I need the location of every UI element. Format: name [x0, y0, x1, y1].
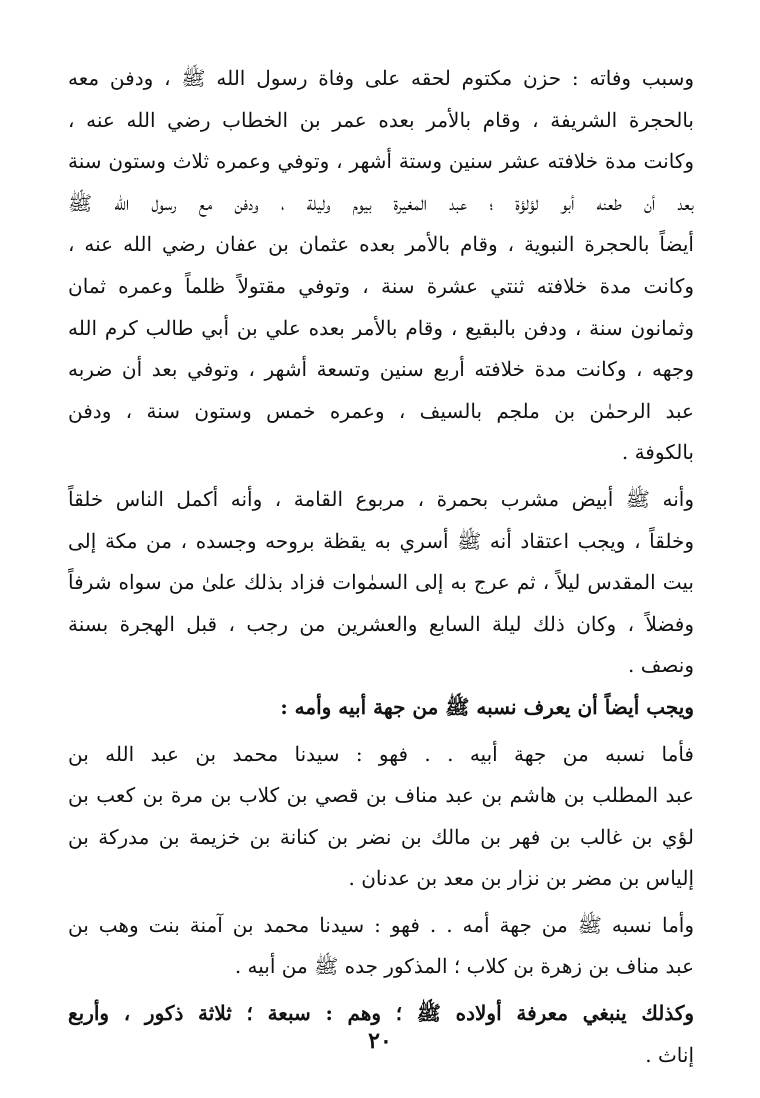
text-line: لؤي بن غالب بن فهر بن مالك بن نضر بن كنانة بن خزيمة بن مدركة بن — [68, 824, 694, 849]
text-line: بالحجرة الشريفة ، وقام بالأمر بعده عمر بن الخطاب رضي الله عنه ، — [68, 107, 694, 132]
text-line: ونصف . — [628, 653, 694, 678]
text-line: وجهه ، وكانت مدة خلافته أربع سنين وتسعة أشهر ، وتوفي بعد أن ضربه — [68, 357, 694, 382]
text-line: إلياس بن مضر بن نزار بن معد بن عدنان . — [348, 866, 694, 891]
text-line: عبد المطلب بن هاشم بن عبد مناف بن قصي بن كلاب بن مرة بن كعب بن — [68, 783, 694, 808]
text-line: وسبب وفاته : حزن مكتوم لحقه على وفاة رسول الله ﷺ ، ودفن معه — [68, 66, 694, 90]
text-line: بيت المقدس ليلاً ، ثم عرج به إلى السمٰوات فزاد بذلك علىٰ من سواه شرفاً — [68, 570, 694, 595]
text-line: وثمانون سنة ، ودفن بالبقيع ، وقام بالأمر بعده علي بن أبي طالب كرم الله — [68, 315, 694, 340]
page-number: ٢٠ — [368, 1028, 392, 1054]
text-line: عبد الرحمٰن بن ملجم بالسيف ، وعمره خمس وستون سنة ، ودفن — [68, 398, 694, 423]
text-line: فأما نسبه من جهة أبيه . . فهو : سيدنا محمد بن عبد الله بن — [68, 741, 694, 766]
paragraph-maternal-lineage — [68, 905, 694, 988]
page-body-text — [68, 58, 694, 1076]
text-line: أيضاً بالحجرة النبوية ، وقام بالأمر بعده عثمان بن عفان رضي الله عنه ، — [68, 232, 694, 257]
paragraph-succession — [68, 58, 694, 474]
text-line: وكذلك ينبغي معرفة أولاده ﷺ ؛ وهم : سبعة ؛ ثلاثة ذكور ، وأربع — [68, 1001, 694, 1026]
text-line: عبد مناف بن زهرة بن كلاب ؛ المذكور جده ﷺ من أبيه . — [234, 954, 694, 979]
text-line: وفضلاً ، وكان ذلك ليلة السابع والعشرين من رجب ، قبل الهجرة بسنة — [68, 611, 694, 636]
text-line: بعد أن طعنه أبو لؤلؤة ؛ عبد المغيرة بيوم وليلة ، ودفن مع رسول الله ﷺ — [68, 190, 694, 215]
paragraph-paternal-lineage — [68, 734, 694, 900]
text-line: وكانت مدة خلافته عشر سنين وستة أشهر ، وتوفي وعمره ثلاث وستون سنة — [68, 149, 694, 174]
paragraph-description — [68, 479, 694, 687]
paragraph-lineage-heading — [68, 687, 694, 729]
text-line: وكانت مدة خلافته ثنتي عشرة سنة ، وتوفي مقتولاً ظلماً وعمره ثمان — [68, 273, 694, 298]
text-line: وأنه ﷺ أبيض مشرب بحمرة ، مربوع القامة ، وأنه أكمل الناس خلقاً — [68, 486, 694, 511]
text-line: وأما نسبه ﷺ من جهة أمه . . فهو : سيدنا محمد بن آمنة بنت وهب بن — [68, 912, 694, 937]
text-line: بالكوفة . — [621, 440, 694, 465]
text-line: إناث . — [645, 1042, 694, 1067]
text-line: وخلقاً ، ويجب اعتقاد أنه ﷺ أسري به يقظة بروحه وجسده ، من مكة إلى — [68, 528, 694, 553]
section-heading: ويجب أيضاً أن يعرف نسبه ﷺ من جهة أبيه وأمه : — [280, 694, 694, 719]
